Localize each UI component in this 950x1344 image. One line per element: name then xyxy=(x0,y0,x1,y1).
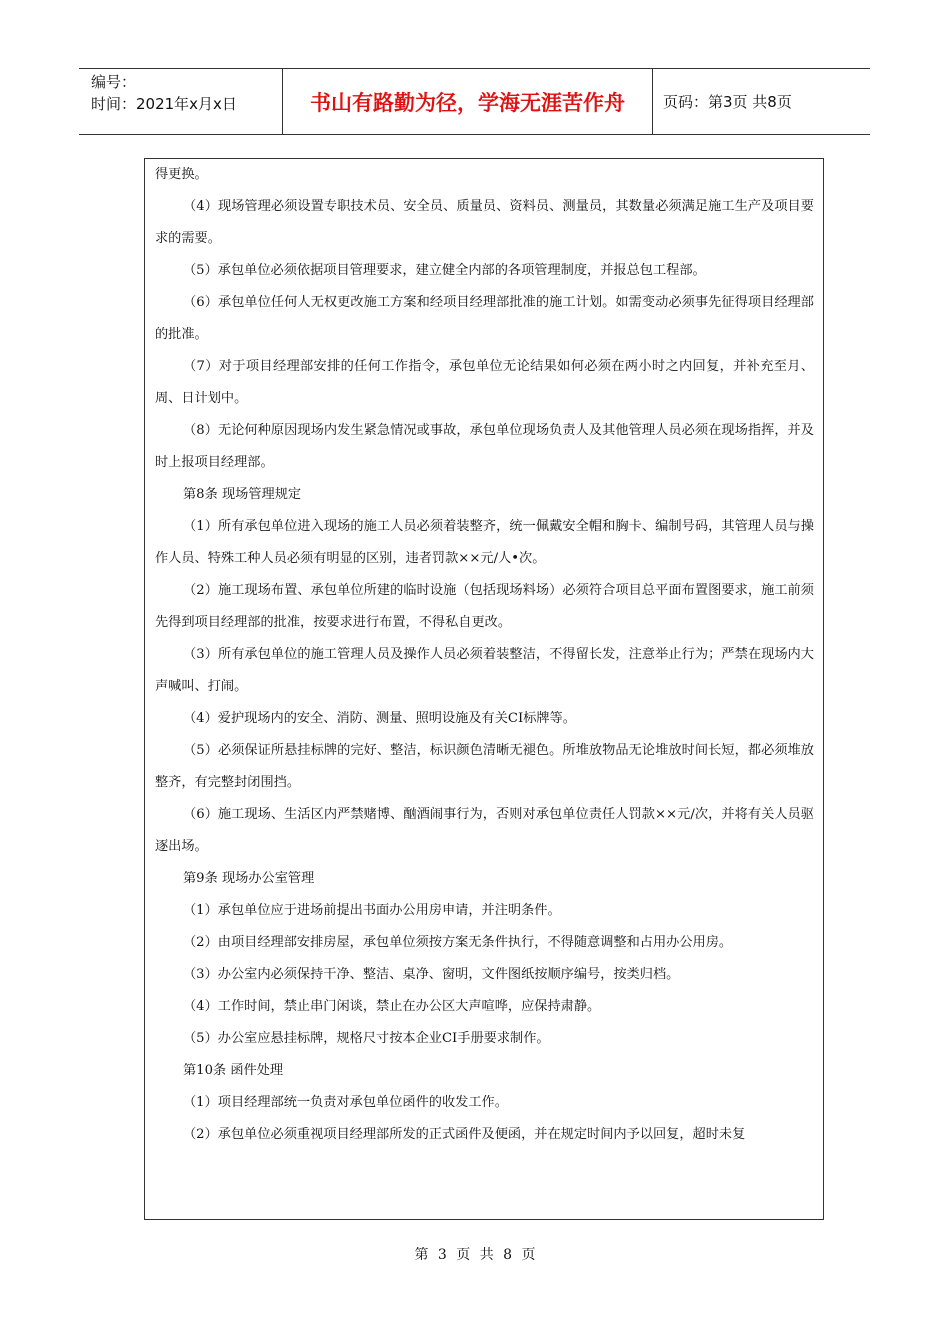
document-number-label: 编号： xyxy=(91,73,137,91)
article-heading: 第10条 函件处理 xyxy=(183,1063,284,1078)
article-heading: 第9条 现场办公室管理 xyxy=(183,871,315,886)
page-header xyxy=(79,68,870,135)
header-motto: 书山有路勤为径，学海无涯苦作舟 xyxy=(282,69,653,134)
paragraph: （3）所有承包单位的施工管理人员及操作人员必须着装整洁，不得留长发，注意举止行为；严禁在现场内大声喊叫、打闹。 xyxy=(155,647,814,694)
header-page-label: 页码：第3页 共8页 xyxy=(663,93,792,111)
paragraph: （4）工作时间，禁止串门闲谈，禁止在办公区大声喧哗，应保持肃静。 xyxy=(183,999,601,1014)
paragraph: （2）施工现场布置、承包单位所建的临时设施（包括现场料场）必须符合项目总平面布置图要求，施工前须先得到项目经理部的批准，按要求进行布置，不得私自更改。 xyxy=(155,583,814,630)
paragraph: （4）爱护现场内的安全、消防、测量、照明设施及有关CI标牌等。 xyxy=(183,711,576,726)
header-meta xyxy=(79,69,282,134)
document-body xyxy=(144,158,824,1220)
paragraph: （5）必须保证所悬挂标牌的完好、整洁，标识颜色清晰无褪色。所堆放物品无论堆放时间长短，都必须堆放整齐，有完整封闭围挡。 xyxy=(155,743,814,790)
document-date-label: 时间：2021年x月x日 xyxy=(91,95,237,113)
paragraph: （6）承包单位任何人无权更改施工方案和经项目经理部批准的施工计划。如需变动必须事先征得项目经理部的批准。 xyxy=(155,295,814,342)
paragraph: （6）施工现场、生活区内严禁赌博、酗酒闹事行为，否则对承包单位责任人罚款××元/次，并将有关人员驱逐出场。 xyxy=(155,807,814,854)
paragraph: （5）承包单位必须依据项目管理要求，建立健全内部的各项管理制度，并报总包工程部。 xyxy=(183,263,706,278)
paragraph: （2）承包单位必须重视项目经理部所发的正式函件及便函，并在规定时间内予以回复，超时未复 xyxy=(183,1127,746,1142)
paragraph: （8）无论何种原因现场内发生紧急情况或事故，承包单位现场负责人及其他管理人员必须在现场指挥，并及时上报项目经理部。 xyxy=(155,423,814,470)
article-heading: 第8条 现场管理规定 xyxy=(183,487,302,502)
document-text xyxy=(155,159,814,1151)
paragraph: （1）承包单位应于进场前提出书面办公用房申请，并注明条件。 xyxy=(183,903,561,918)
paragraph: （1）项目经理部统一负责对承包单位函件的收发工作。 xyxy=(183,1095,508,1110)
paragraph: （3）办公室内必须保持干净、整洁、桌净、窗明，文件图纸按顺序编号，按类归档。 xyxy=(183,967,680,982)
paragraph: （5）办公室应悬挂标牌，规格尺寸按本企业CI手册要求制作。 xyxy=(183,1031,550,1046)
page-footer: 第 3 页 共 8 页 xyxy=(414,1247,536,1263)
paragraph: （2）由项目经理部安排房屋，承包单位须按方案无条件执行，不得随意调整和占用办公用房。 xyxy=(183,935,733,950)
paragraph: （7）对于项目经理部安排的任何工作指令，承包单位无论结果如何必须在两小时之内回复，并补充至月、周、日计划中。 xyxy=(155,359,814,406)
paragraph: 得更换。 xyxy=(155,167,208,182)
paragraph: （4）现场管理必须设置专职技术员、安全员、质量员、资料员、测量员，其数量必须满足施工生产及项目要求的需要。 xyxy=(155,199,814,246)
paragraph: （1）所有承包单位进入现场的施工人员必须着装整齐，统一佩戴安全帽和胸卡、编制号码，其管理人员与操作人员、特殊工种人员必须有明显的区别，违者罚款××元/人•次。 xyxy=(155,519,814,566)
